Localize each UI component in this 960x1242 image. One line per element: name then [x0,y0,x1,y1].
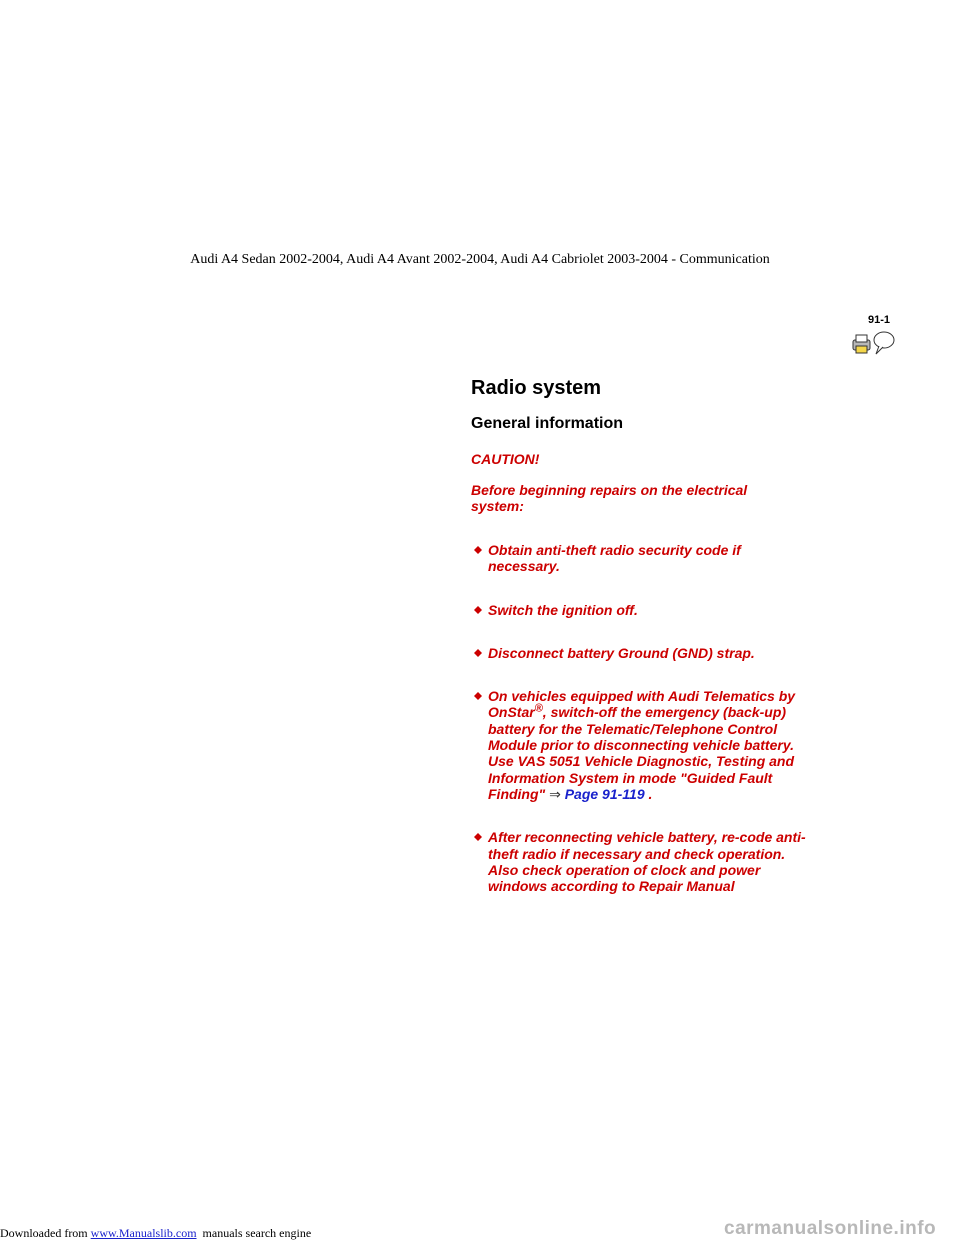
list-item [471,645,816,661]
watermark: carmanualsonline.info [724,1218,937,1239]
speech-bubble-icon[interactable] [874,332,894,354]
list-item-text: Disconnect battery Ground (GND) strap. [488,644,755,661]
section-heading: Radio system [471,377,602,399]
caution-label: CAUTION! [471,451,540,467]
footer-prefix: Downloaded from [0,1226,91,1240]
caution-list [471,542,816,894]
list-item-text-end: . [644,785,653,802]
list-item-text-cont: , switch-off the emergency (back-up) battery for the Telematic/Telephone Control Module prior to disconnecting vehicle battery. Use VAS 5051 Vehicle Diagnostic, Testing and Information System in mode "Guided Fault Finding" [488,704,795,802]
page-number: 91-1 [868,314,891,326]
list-item [471,829,816,894]
list-item-text: Switch the ignition off. [488,601,638,618]
section-subheading: General information [471,415,624,432]
arrow-icon: ⇒ [549,785,561,802]
list-item [471,688,816,802]
diamond-bullet-icon [474,546,482,554]
caution-intro: Before beginning repairs on the electrical system: [471,482,748,514]
footer-suffix: manuals search engine [196,1226,312,1240]
diamond-bullet-icon [474,606,482,614]
footer-site-link[interactable]: www.Manualslib.com [90,1226,197,1240]
list-item [471,602,816,618]
document-title: Audi A4 Sedan 2002-2004, Audi A4 Avant 2002-2004, Audi A4 Cabriolet 2003-2004 - Communication [190,252,770,267]
main-content [471,376,816,921]
list-item-text: After reconnecting vehicle battery, re-code anti-theft radio if necessary and check operation. Also check operation of clock and power windows according to Repair Manual [488,829,806,895]
list-item-text: Obtain anti-theft radio security code if necessary. [488,542,741,575]
diamond-bullet-icon [474,833,482,841]
list-item-text: On vehicles equipped with Audi Telematics by OnStar [488,688,796,721]
diamond-bullet-icon [474,649,482,657]
printer-icon[interactable] [853,335,870,353]
page-tools [850,330,896,356]
page-link[interactable]: Page 91-119 [564,785,645,802]
registered-mark: ® [534,702,543,715]
list-item [471,542,816,575]
download-footer [0,1226,311,1241]
diamond-bullet-icon [474,692,482,700]
